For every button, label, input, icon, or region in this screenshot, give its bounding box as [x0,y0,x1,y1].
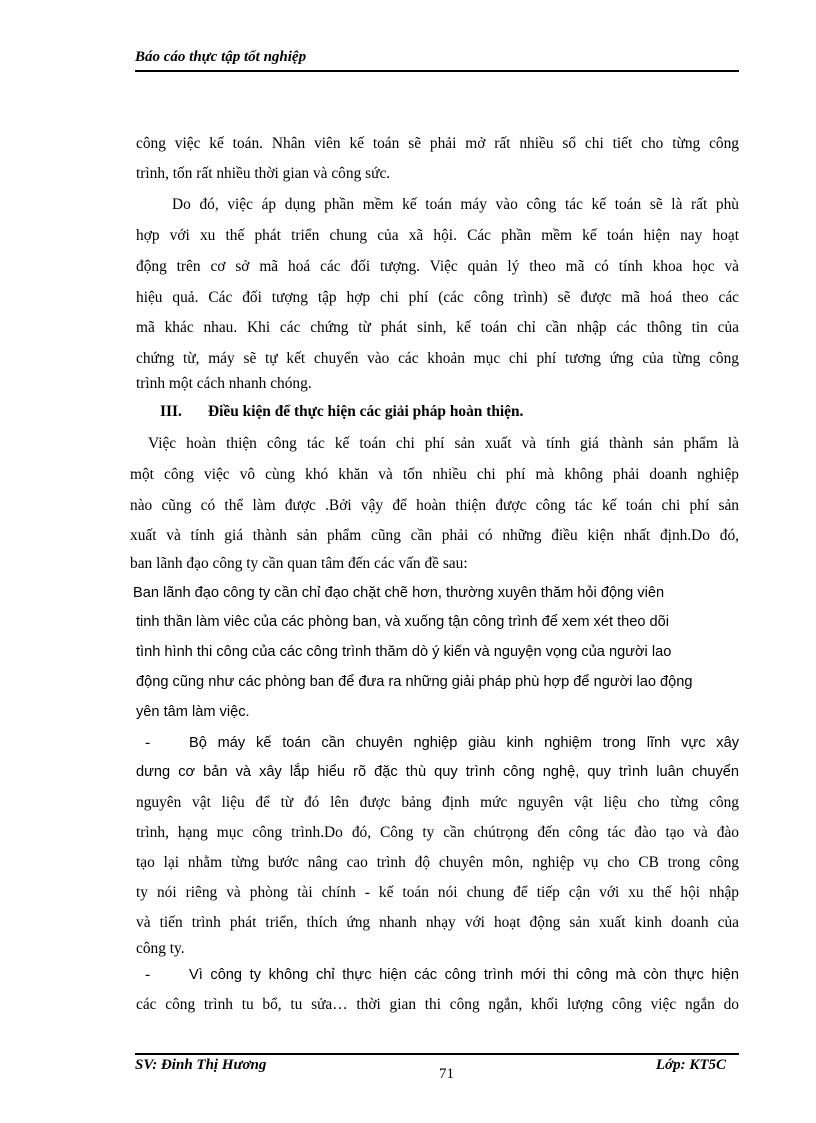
text-line: nào cũng có thể làm được .Bởi vậy để hoàn thiện được công tác kế toán chi phí sản [130,497,739,514]
text-line: hiệu quả. Các đối tượng tập hợp chi phí (các công trình) sẽ được mã hoá theo các [136,289,739,306]
text-line: trình, tốn rất nhiều thời gian và công sức. [136,165,391,182]
text-line: Bộ máy kế toán cần chuyên nghiệp giàu kinh nghiệm trong lĩnh vực xây [189,735,739,751]
text-line: tạo lại nhằm từng bước nâng cao trình độ chuyên môn, nghiệp vụ cho CB trong công [136,854,739,871]
section-number: III. [160,403,182,420]
text-line: công ty. [136,940,185,957]
text-line: Vì công ty không chỉ thực hiện các công trình mới thi công mà còn thực hiện [189,967,739,983]
section-heading [160,404,523,419]
page-number: 71 [439,1066,454,1082]
text-line: hợp với xu thế phát triển chung của xã hội. Các phần mềm kế toán hiện nay hoạt [136,227,739,244]
text-line: dưng cơ bản và xây lắp hiểu rõ đặc thù quy trình công nghệ, quy trình luân chuyển [136,764,739,780]
text-line: công việc kế toán. Nhân viên kế toán sẽ phải mở rất nhiều sổ chi tiết cho từng công [136,135,739,152]
text-line: động cũng như các phòng ban để đưa ra những giải pháp phù hợp để người lao động [136,674,693,690]
footer-class: Lớp: KT5C [655,1057,726,1073]
text-line: ban lãnh đạo công ty cần quan tâm đến các vấn đề sau: [130,555,468,572]
text-line: tình hình thi công của các công trình thăm dò ý kiến và nguyện vọng của người lao [136,644,672,660]
bullet-marker: - [145,734,151,751]
page-header-title: Báo cáo thực tập tốt nghiệp [135,49,307,65]
text-line: chứng từ, máy sẽ tự kết chuyển vào các khoản mục chi phí tương ứng của từng công [136,350,739,367]
text-line: một công việc vô cùng khó khăn và tốn nhiều chi phí mà không phải doanh nghiệp [130,466,739,483]
text-line: nguyên vật liệu để từ đó lên được bảng định mức nguyên vật liệu cho từng công [136,794,739,811]
bullet-marker: - [145,966,151,983]
text-line: các công trình tu bổ, tu sửa… thời gian thi công ngắn, khối lượng công việc ngắn do [136,996,739,1013]
text-line: xuất và tính giá thành sản phẩm cũng cần phải có những điều kiện nhất định.Do đó, [130,527,739,544]
text-line: Việc hoàn thiện công tác kế toán chi phí sản xuất và tính giá thành sản phẩm là [148,435,739,452]
section-title: Điều kiện để thực hiện các giải pháp hoàn thiện. [208,403,524,420]
bullet-paragraph-line [145,967,739,983]
text-line: động trên cơ sở mã hoá các đối tượng. Việc quản lý theo mã có tính khoa học và [136,258,739,275]
text-line: Ban lãnh đạo công ty cần chỉ đạo chặt chẽ hơn, thường xuyên thăm hỏi động viên [133,585,665,601]
text-line: trình, hạng mục công trình.Do đó, Công ty cần chútrọng đến công tác đào tạo và đào [136,824,739,841]
text-line: ty nói riêng và phòng tài chính - kế toán nói chung để tiếp cận với xu thế hội nhập [136,884,739,901]
text-line: trình một cách nhanh chóng. [136,375,312,392]
text-line: mã khác nhau. Khi các chứng từ phát sinh, kế toán chỉ cần nhập các thông tin của [136,319,739,336]
bullet-paragraph-line [145,735,739,751]
text-line: tinh thần làm viêc của các phòng ban, và xuống tận công trình để xem xét theo dõi [136,614,670,630]
text-line: yên tâm làm việc. [136,704,250,720]
footer-student-name: SV: Đinh Thị Hương [135,1057,267,1073]
header-divider [135,70,739,72]
text-line: Do đó, việc áp dụng phần mềm kế toán máy vào công tác kế toán sẽ là rất phù [172,196,739,213]
footer-divider [135,1053,739,1055]
text-line: và tiến trình phát triển, thích ứng nhanh nhạy với hoạt động sản xuất kinh doanh của [136,914,739,931]
